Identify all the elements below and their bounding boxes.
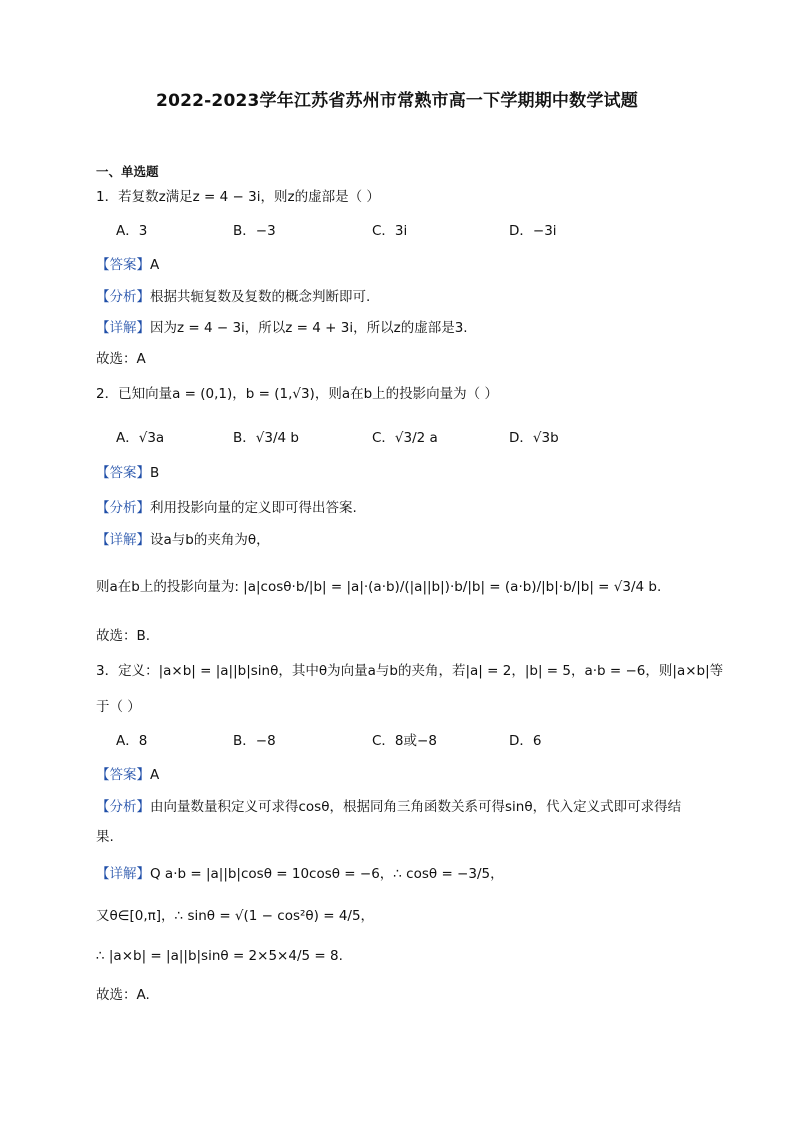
q2-stem: 2．已知向量a = (0,1)，b = (1,√3)，则a在b上的投影向量为（ ） — [96, 386, 498, 402]
analysis-label: 【分析】 — [96, 500, 150, 516]
analysis-label: 【分析】 — [96, 799, 150, 815]
q1-analysis-text: 根据共轭复数及复数的概念判断即可. — [150, 289, 371, 305]
q3-stem-cont: 于（ ） — [96, 699, 141, 715]
q3-option-b: B．−8 — [233, 733, 276, 749]
q2-option-a: A．√3a — [116, 430, 165, 446]
q2-detail — [96, 530, 270, 550]
q3-analysis-cont: 果. — [96, 829, 114, 845]
detail-label: 【详解】 — [96, 866, 150, 882]
q2-analysis-text: 利用投影向量的定义即可得出答案. — [150, 500, 357, 516]
q2-detail-formula: 则a在b上的投影向量为: |a|cosθ·b/|b| = |a|·(a·b)/(|a||b|)·b/|b| = (a·b)/|b|·b/|b| = √3/4 b. — [96, 579, 662, 595]
q2-option-b: B．√3/4 b — [233, 430, 299, 446]
q3-detail-text: Q a·b = |a||b|cosθ = 10cosθ = −6，∴ cosθ = −3/5， — [150, 866, 504, 882]
q1-detail-text: 因为z = 4 − 3i，所以z = 4 + 3i，所以z的虚部是3. — [150, 320, 468, 336]
q3-stem: 3．定义：|a×b| = |a||b|sinθ，其中θ为向量a与b的夹角，若|a| = 2，|b| = 5，a·b = −6，则|a×b|等 — [96, 663, 724, 679]
q3-option-d: D．6 — [509, 733, 542, 749]
q3-analysis-text: 由向量数量积定义可求得cosθ，根据同角三角函数关系可得sinθ，代入定义式即可求得结 — [150, 799, 682, 815]
answer-label: 【答案】 — [96, 257, 150, 273]
analysis-label: 【分析】 — [96, 289, 150, 305]
q1-option-d: D．−3i — [509, 223, 557, 239]
q2-option-d: D．√3b — [509, 430, 559, 446]
q3-detail — [96, 864, 504, 884]
q2-choose: 故选：B. — [96, 628, 151, 644]
q3-choose: 故选：A. — [96, 987, 150, 1003]
page-title: 2022-2023学年江苏省苏州市常熟市高一下学期期中数学试题 — [156, 91, 638, 111]
q3-answer-value: A — [150, 767, 160, 783]
q2-answer — [96, 463, 159, 483]
q1-option-c: C．3i — [372, 223, 408, 239]
q2-answer-value: B — [150, 465, 160, 481]
q1-option-b: B．−3 — [233, 223, 276, 239]
q2-analysis — [96, 498, 357, 518]
answer-label: 【答案】 — [96, 767, 150, 783]
q1-detail — [96, 318, 468, 338]
q1-analysis — [96, 287, 370, 307]
q1-answer — [96, 255, 159, 275]
answer-label: 【答案】 — [96, 465, 150, 481]
detail-label: 【详解】 — [96, 320, 150, 336]
q3-option-c: C．8或−8 — [372, 733, 437, 749]
section-heading: 一、单选题 — [96, 164, 159, 179]
q1-stem: 1．若复数z满足z = 4 − 3i，则z的虚部是（ ） — [96, 189, 380, 205]
q1-answer-value: A — [150, 257, 160, 273]
detail-label: 【详解】 — [96, 532, 150, 548]
q1-choose: 故选：A — [96, 351, 146, 367]
q3-detail-line2: 又θ∈[0,π]，∴ sinθ = √(1 − cos²θ) = 4/5， — [96, 908, 375, 924]
q3-detail-line3: ∴ |a×b| = |a||b|sinθ = 2×5×4/5 = 8. — [96, 948, 343, 964]
q3-option-a: A．8 — [116, 733, 148, 749]
q2-option-c: C．√3/2 a — [372, 430, 438, 446]
q1-option-a: A．3 — [116, 223, 148, 239]
q3-analysis — [96, 797, 681, 817]
q2-detail-text: 设a与b的夹角为θ， — [150, 532, 270, 548]
q3-answer — [96, 765, 159, 785]
